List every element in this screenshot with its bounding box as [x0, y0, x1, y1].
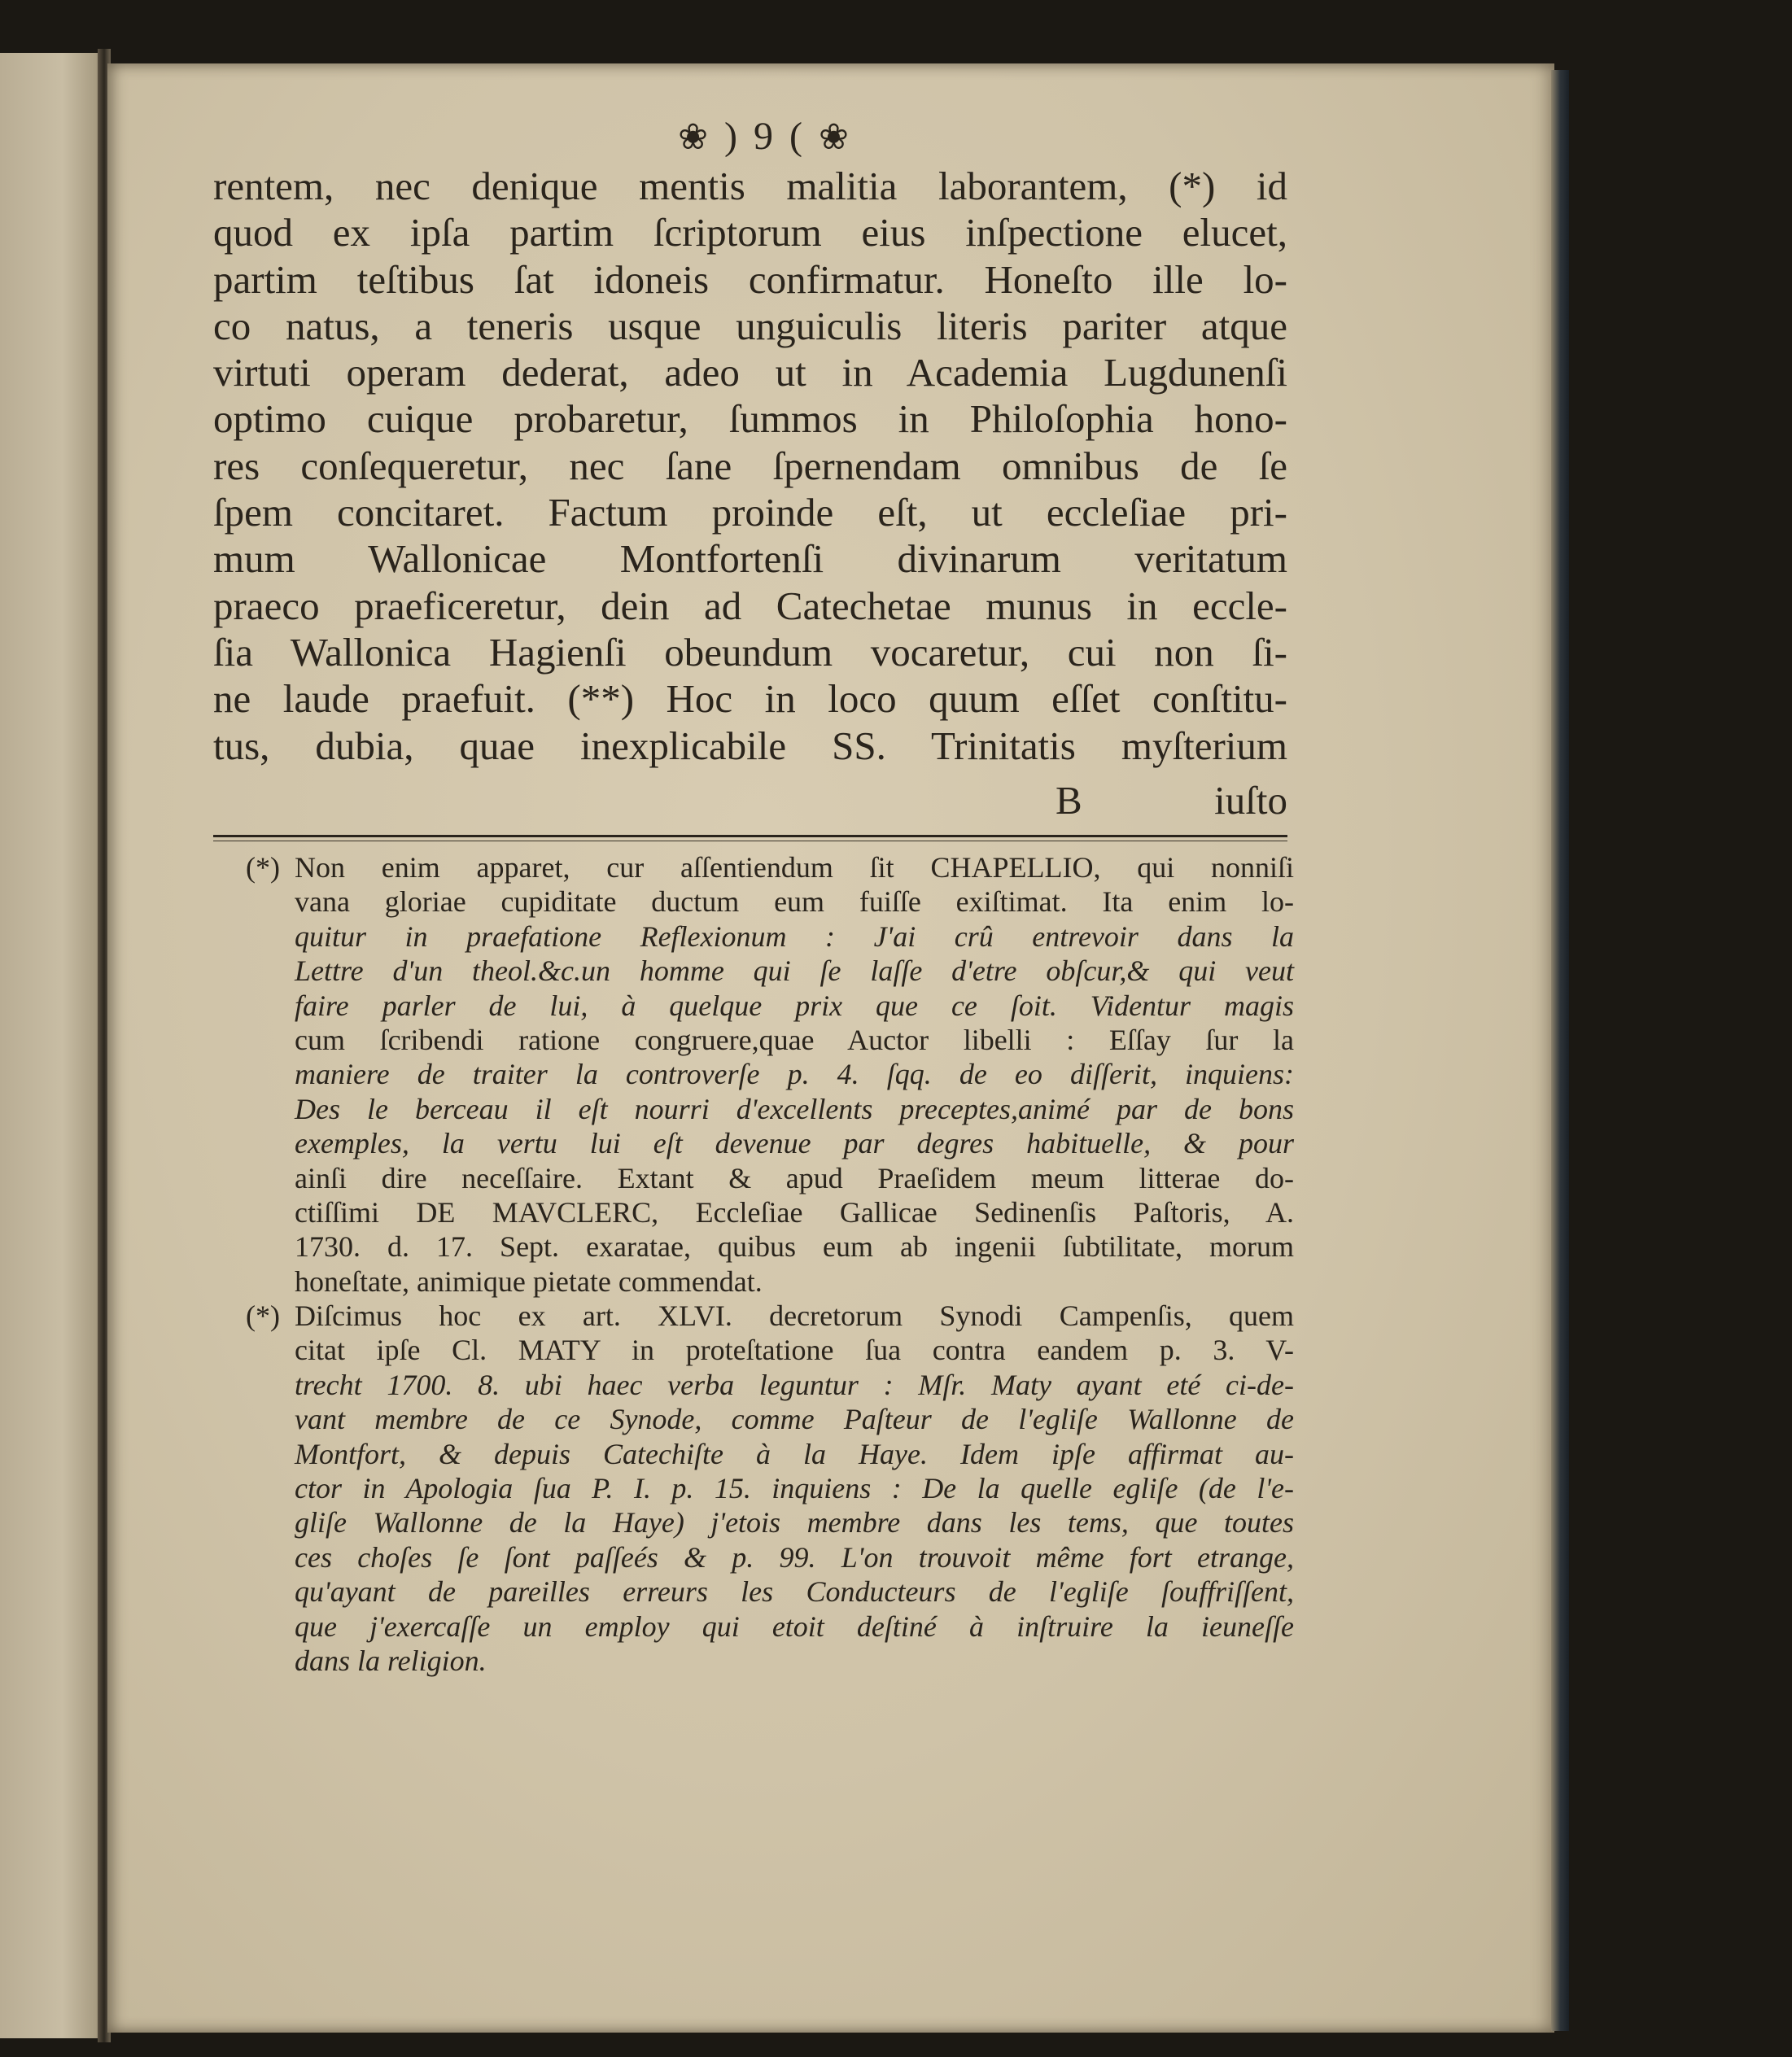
footnote-line: Montfort, & depuis Catechiſte à la Haye. Idem ipſe affirmat au-	[295, 1437, 1294, 1470]
footnote-line: Des le berceau il eſt nourri d'excellents preceptes,animé par de bons	[295, 1092, 1294, 1125]
footnote-line: Diſcimus hoc ex art. XLVI. decretorum Synodi Campenſis, quem	[295, 1299, 1294, 1333]
footnote-line: vana gloriae cupiditate ductum eum fuiſſe exiſtimat. Ita enim lo-	[295, 885, 1294, 919]
footnote-line: dans la religion.	[295, 1644, 487, 1677]
footnote-rule	[213, 835, 1287, 837]
body-line: ne laude praefuit. (**) Hoc in loco quum eſſet conſtitu-	[213, 676, 1287, 722]
footnote-line: que j'exercaſſe un employ qui etoit deſtiné à inſtruire la ieuneſſe	[295, 1609, 1294, 1643]
body-line: co natus, a teneris usque unguiculis literis pariter atque	[213, 303, 1287, 348]
body-line: mum Wallonicae Montfortenſi divinarum veritatum	[213, 536, 1287, 582]
signature-row	[213, 777, 1287, 826]
footnote-line: qu'ayant de pareilles erreurs les Conducteurs de l'egliſe ſouffriſſent,	[295, 1575, 1294, 1609]
footnote-line: ctor in Apologia ſua P. I. p. 15. inquiens : De la quelle egliſe (de l'e-	[295, 1472, 1294, 1505]
body-line: ſia Wallonica Hagienſi obeundum vocaretur, cui non ſi-	[213, 629, 1287, 675]
page-number: 9	[754, 115, 776, 158]
footnote-line: ces choſes ſe ſont paſſeés & p. 99. L'on trouvoit même fort etrange,	[295, 1540, 1294, 1574]
ornament-left-icon: ❀	[678, 116, 712, 158]
header-paren-left: )	[724, 115, 741, 158]
footnote-line: ctiſſimi DE MAVCLERC, Eccleſiae Gallicae Sedinenſis Paſtoris, A.	[295, 1195, 1294, 1229]
body-line: partim teſtibus ſat idoneis confirmatur. Honeſto ille lo-	[213, 256, 1287, 302]
footnote-line: 1730. d. 17. Sept. exaratae, quibus eum ab ingenii ſubtilitate, morum	[295, 1230, 1294, 1264]
body-line: optimo cuique probaretur, ſummos in Philoſophia hono-	[213, 396, 1287, 442]
body-line: rentem, nec denique mentis malitia laborantem, (*) id	[213, 164, 1287, 208]
footnote-line: vant membre de ce Synode, comme Paſteur de l'egliſe Wallonne de	[295, 1403, 1294, 1436]
footnote-line: quitur in praefatione Reflexionum : J'ai crû entrevoir dans la	[295, 919, 1294, 953]
body-line: res conſequeretur, nec ſane ſpernendam omnibus de ſe	[213, 443, 1287, 488]
page-edge-shadow	[1551, 70, 1569, 2031]
footnote	[213, 1299, 1296, 1678]
footnote-marker: (*)	[246, 851, 280, 884]
footnote-line: Non enim apparet, cur aſſentiendum ſit CHAPELLIO, qui nonniſi	[295, 851, 1294, 884]
footnote-line: Lettre d'un theol.&c.un homme qui ſe laſſe d'etre obſcur,& qui veut	[295, 954, 1294, 988]
footnote-line: trecht 1700. 8. ubi haec verba leguntur : Mſr. Maty ayant eté ci-de-	[295, 1368, 1294, 1401]
footnote-line: maniere de traiter la controverſe p. 4. ſqq. de eo diſſerit, inquiens:	[295, 1058, 1294, 1091]
body-line: virtuti operam dederat, adeo ut in Academia Lugdunenſi	[213, 350, 1287, 395]
body-line: quod ex ipſa partim ſcriptorum eius inſpectione elucet,	[213, 210, 1287, 255]
facing-page-edge	[0, 53, 104, 2038]
running-header	[602, 114, 928, 163]
body-line: tus, dubia, quae inexplicabile SS. Trinitatis myſterium	[213, 723, 1287, 768]
footnote-line: citat ipſe Cl. MATY in proteſtatione ſua contra eandem p. 3. V-	[295, 1334, 1294, 1367]
signature-mark: B	[1056, 778, 1082, 823]
body-text	[213, 163, 1287, 769]
footnote-line: cum ſcribendi ratione congruere,quae Auctor libelli : Eſſay ſur la	[295, 1023, 1294, 1056]
footnote-line: exemples, la vertu lui eſt devenue par degres habituelle, & pour	[295, 1127, 1294, 1160]
footnote	[213, 850, 1296, 1299]
header-paren-right: (	[789, 115, 806, 158]
ornament-right-icon: ❀	[818, 116, 852, 158]
body-line: ſpem concitaret. Factum proinde eſt, ut eccleſiae pri-	[213, 490, 1287, 535]
footnote-line: ainſi dire neceſſaire. Extant & apud Praeſidem meum litterae do-	[295, 1161, 1294, 1194]
catchword: iuſto	[1214, 778, 1287, 823]
footnote-line: gliſe Wallonne de la Haye) j'etois membre dans les tems, que toutes	[295, 1506, 1294, 1539]
footnote-line: faire parler de lui, à quelque prix que ce ſoit. Videntur magis	[295, 989, 1294, 1022]
footnote-marker: (*)	[246, 1299, 280, 1333]
body-line: praeco praeficeretur, dein ad Catechetae munus in eccle-	[213, 583, 1287, 628]
footnote-line: honeſtate, animique pietate commendat.	[295, 1264, 763, 1298]
footnotes	[213, 850, 1296, 1678]
